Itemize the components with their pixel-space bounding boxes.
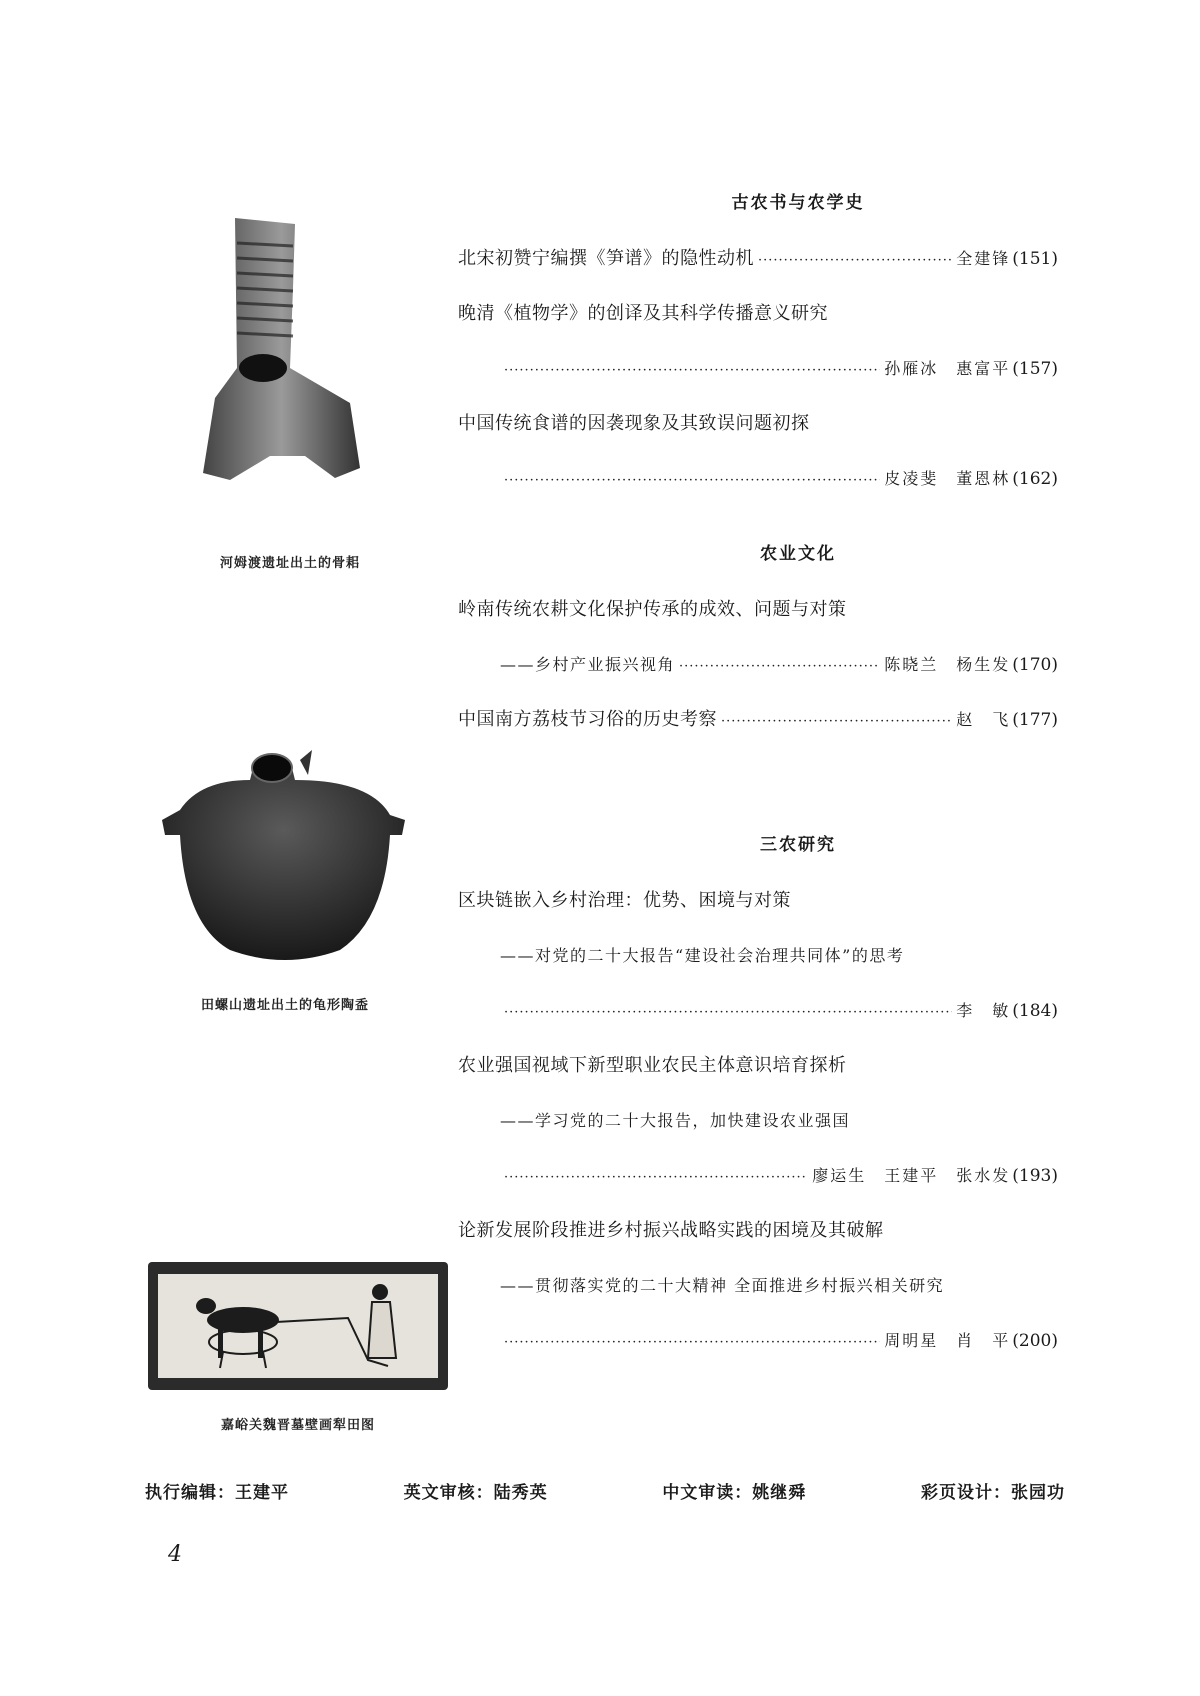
entry-page: (177) xyxy=(1012,710,1058,730)
entry-page: (157) xyxy=(1012,359,1058,379)
leader-dots xyxy=(504,1163,808,1193)
entry-title: 中国传统食谱的因袭现象及其致误问题初探 xyxy=(458,413,810,434)
entry-title: 论新发展阶段推进乡村振兴战略实践的困境及其破解 xyxy=(458,1220,884,1241)
leader-dots xyxy=(721,707,952,737)
section-title: 三农研究 xyxy=(760,835,836,855)
leader-dots xyxy=(504,466,880,496)
figure-turtle-pottery xyxy=(140,750,430,1013)
toc-entry[interactable] xyxy=(458,1216,1058,1381)
entry-page: (162) xyxy=(1012,469,1058,489)
entry-authors: 周明星 肖 平 xyxy=(884,1331,1011,1350)
entry-title: 北宋初赞宁编撰《笋谱》的隐性动机 xyxy=(458,248,754,269)
figure-plowing-mural xyxy=(148,1262,448,1433)
entry-authors: 廖运生 王建平 张水发 xyxy=(812,1166,1011,1185)
toc-entry[interactable] xyxy=(458,409,1058,519)
entry-title: 中国南方荔枝节习俗的历史考察 xyxy=(458,709,717,730)
chinese-review: 中文审读：姚继舜 xyxy=(662,1483,807,1503)
figure-caption: 田螺山遗址出土的龟形陶盉 xyxy=(200,998,369,1013)
plowing-mural-image xyxy=(148,1262,448,1390)
entry-page: (170) xyxy=(1012,655,1058,675)
entry-authors: 全建锋 xyxy=(956,249,1011,268)
table-of-contents xyxy=(458,190,1058,1381)
color-design: 彩页设计：张园功 xyxy=(920,1483,1065,1503)
section-title: 农业文化 xyxy=(760,544,836,564)
toc-section xyxy=(458,190,1058,519)
toc-entry[interactable] xyxy=(458,595,1058,705)
toc-entry[interactable] xyxy=(458,244,1058,299)
entry-subtitle: ——对党的二十大报告“建设社会治理共同体”的思考 xyxy=(500,946,905,965)
editorial-credits xyxy=(145,1478,1065,1503)
toc-entry[interactable] xyxy=(458,886,1058,1051)
entry-subtitle: ——乡村产业振兴视角 xyxy=(500,655,676,674)
leader-dots xyxy=(504,356,880,386)
toc-entry[interactable] xyxy=(458,299,1058,409)
leader-dots xyxy=(679,652,880,682)
entry-page: (193) xyxy=(1012,1166,1058,1186)
entry-authors: 皮凌斐 董恩林 xyxy=(884,469,1011,488)
toc-section xyxy=(458,832,1058,1381)
english-review: 英文审核：陆秀英 xyxy=(403,1483,548,1503)
bone-spade-image xyxy=(175,218,405,528)
figure-caption: 河姆渡遗址出土的骨耜 xyxy=(219,556,360,571)
entry-title: 岭南传统农耕文化保护传承的成效、问题与对策 xyxy=(458,599,847,620)
entry-page: (200) xyxy=(1012,1331,1058,1351)
toc-entry[interactable] xyxy=(458,1051,1058,1216)
leader-dots xyxy=(758,246,952,276)
entry-subtitle: ——贯彻落实党的二十大精神 全面推进乡村振兴相关研究 xyxy=(500,1276,945,1295)
toc-section xyxy=(458,541,1058,760)
leader-dots xyxy=(504,1328,880,1358)
entry-title: 区块链嵌入乡村治理：优势、困境与对策 xyxy=(458,890,791,911)
entry-authors: 陈晓兰 杨生发 xyxy=(884,655,1011,674)
entry-title: 农业强国视域下新型职业农民主体意识培育探析 xyxy=(458,1055,847,1076)
entry-authors: 赵 飞 xyxy=(956,710,1011,729)
entry-authors: 孙雁冰 惠富平 xyxy=(884,359,1011,378)
figure-bone-spade xyxy=(175,218,405,571)
section-title: 古农书与农学史 xyxy=(731,193,865,213)
entry-authors: 李 敏 xyxy=(956,1001,1011,1020)
executive-editor: 执行编辑：王建平 xyxy=(145,1483,289,1503)
entry-page: (184) xyxy=(1012,1001,1058,1021)
entry-subtitle: ——学习党的二十大报告，加快建设农业强国 xyxy=(500,1111,851,1130)
entry-title: 晚清《植物学》的创译及其科学传播意义研究 xyxy=(458,303,828,324)
leader-dots xyxy=(504,998,952,1028)
entry-page: (151) xyxy=(1012,249,1058,269)
figure-caption: 嘉峪关魏晋墓壁画犁田图 xyxy=(220,1418,375,1433)
turtle-pottery-image xyxy=(140,750,430,970)
toc-entry[interactable] xyxy=(458,705,1058,760)
page-number: 4 xyxy=(168,1542,182,1567)
